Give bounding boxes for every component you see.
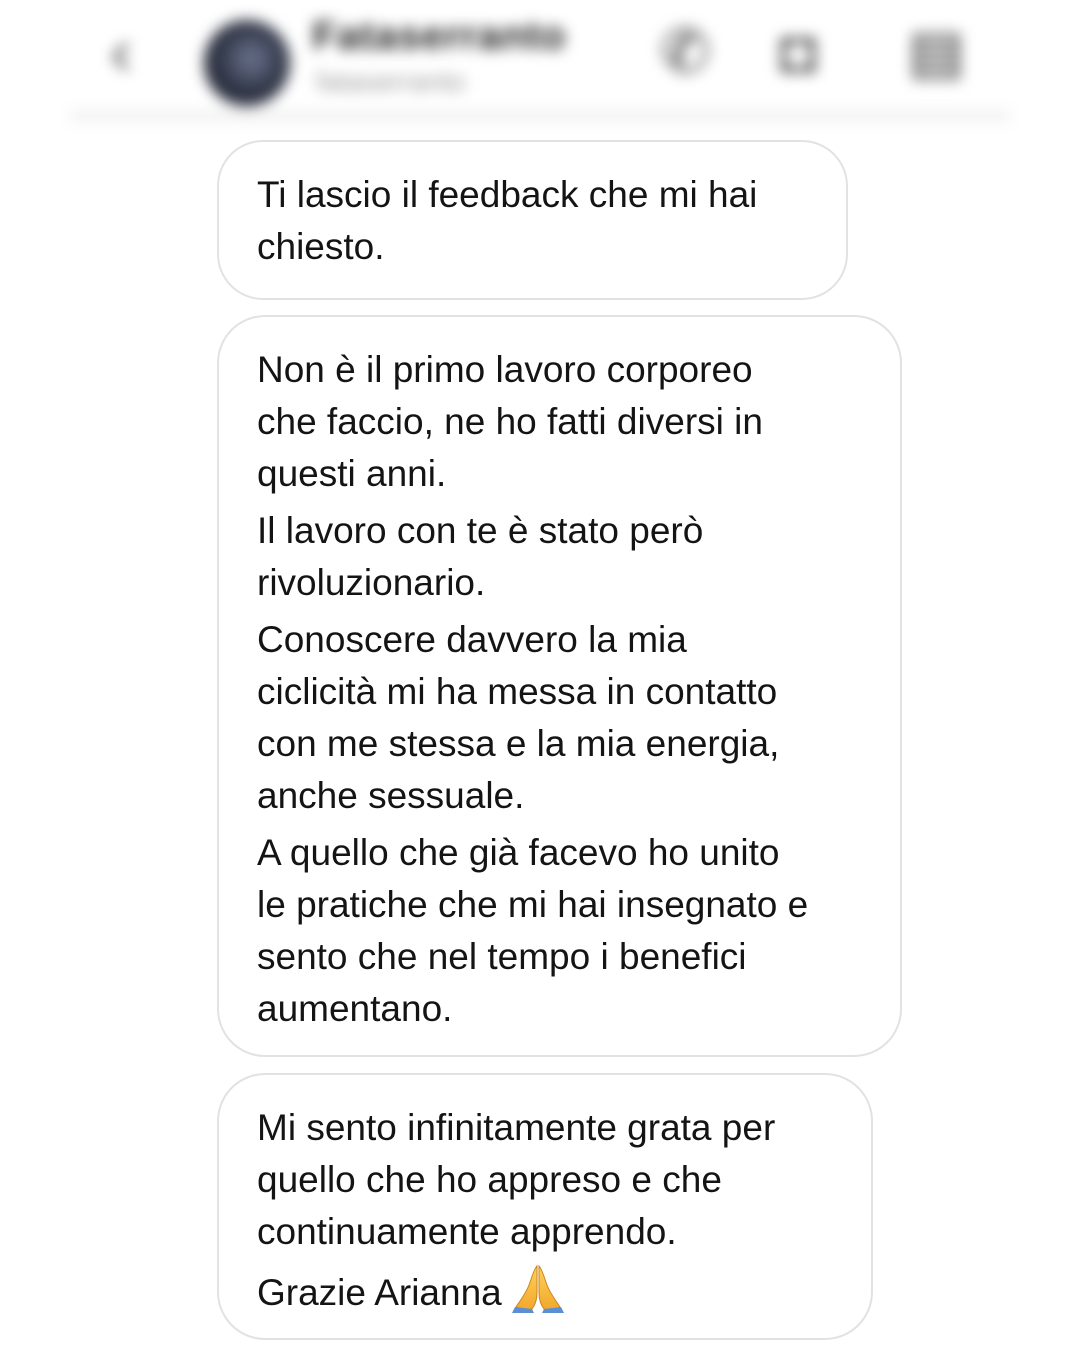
message-line: questi anni. <box>257 453 447 494</box>
avatar[interactable] <box>204 20 290 106</box>
message-bubble[interactable] <box>217 315 902 1057</box>
contact-name[interactable]: Fataserranto <box>312 14 567 58</box>
back-icon[interactable]: ‹ <box>110 14 132 88</box>
message-bubble[interactable] <box>217 1073 873 1340</box>
phone-icon[interactable]: ✆ <box>660 18 711 85</box>
message-line: continuamente apprendo. <box>257 1211 677 1252</box>
message-line: che faccio, ne ho fatti diversi in <box>257 401 763 442</box>
message-line: sento che nel tempo i benefici <box>257 936 747 977</box>
message-paragraph <box>257 1263 871 1319</box>
message-paragraph <box>257 1102 871 1258</box>
message-paragraph <box>257 614 900 822</box>
message-line: anche sessuale. <box>257 775 525 816</box>
message-paragraph <box>257 344 900 500</box>
message-line: ciclicità mi ha messa in contatto <box>257 671 778 712</box>
message-line: A quello che già facevo ho unito <box>257 832 780 873</box>
message-paragraph <box>257 505 900 609</box>
message-line: Conoscere davvero la mia <box>257 619 687 660</box>
message-paragraph <box>257 169 846 273</box>
message-line: chiesto. <box>257 226 385 267</box>
contact-username: fataserranto <box>316 66 466 97</box>
message-line: Il lavoro con te è stato però <box>257 510 704 551</box>
header-divider <box>70 112 1010 120</box>
message-line: Non è il primo lavoro corporeo <box>257 349 753 390</box>
message-bubble[interactable] <box>217 140 848 300</box>
message-line: aumentano. <box>257 988 453 1029</box>
message-line: con me stessa e la mia energia, <box>257 723 780 764</box>
message-line <box>257 1263 871 1319</box>
message-line: quello che ho appreso e che <box>257 1159 722 1200</box>
video-icon[interactable]: ◘ <box>780 18 817 85</box>
info-icon[interactable]: ▤ <box>908 18 965 85</box>
folded-hands-icon <box>510 1263 566 1313</box>
message-line: Ti lascio il feedback che mi hai <box>257 174 758 215</box>
message-text: Grazie Arianna <box>257 1272 502 1313</box>
message-line: Mi sento infinitamente grata per <box>257 1107 776 1148</box>
chat-header <box>0 0 1080 128</box>
message-line: rivoluzionario. <box>257 562 486 603</box>
message-paragraph <box>257 827 900 1035</box>
message-line: le pratiche che mi hai insegnato e <box>257 884 809 925</box>
